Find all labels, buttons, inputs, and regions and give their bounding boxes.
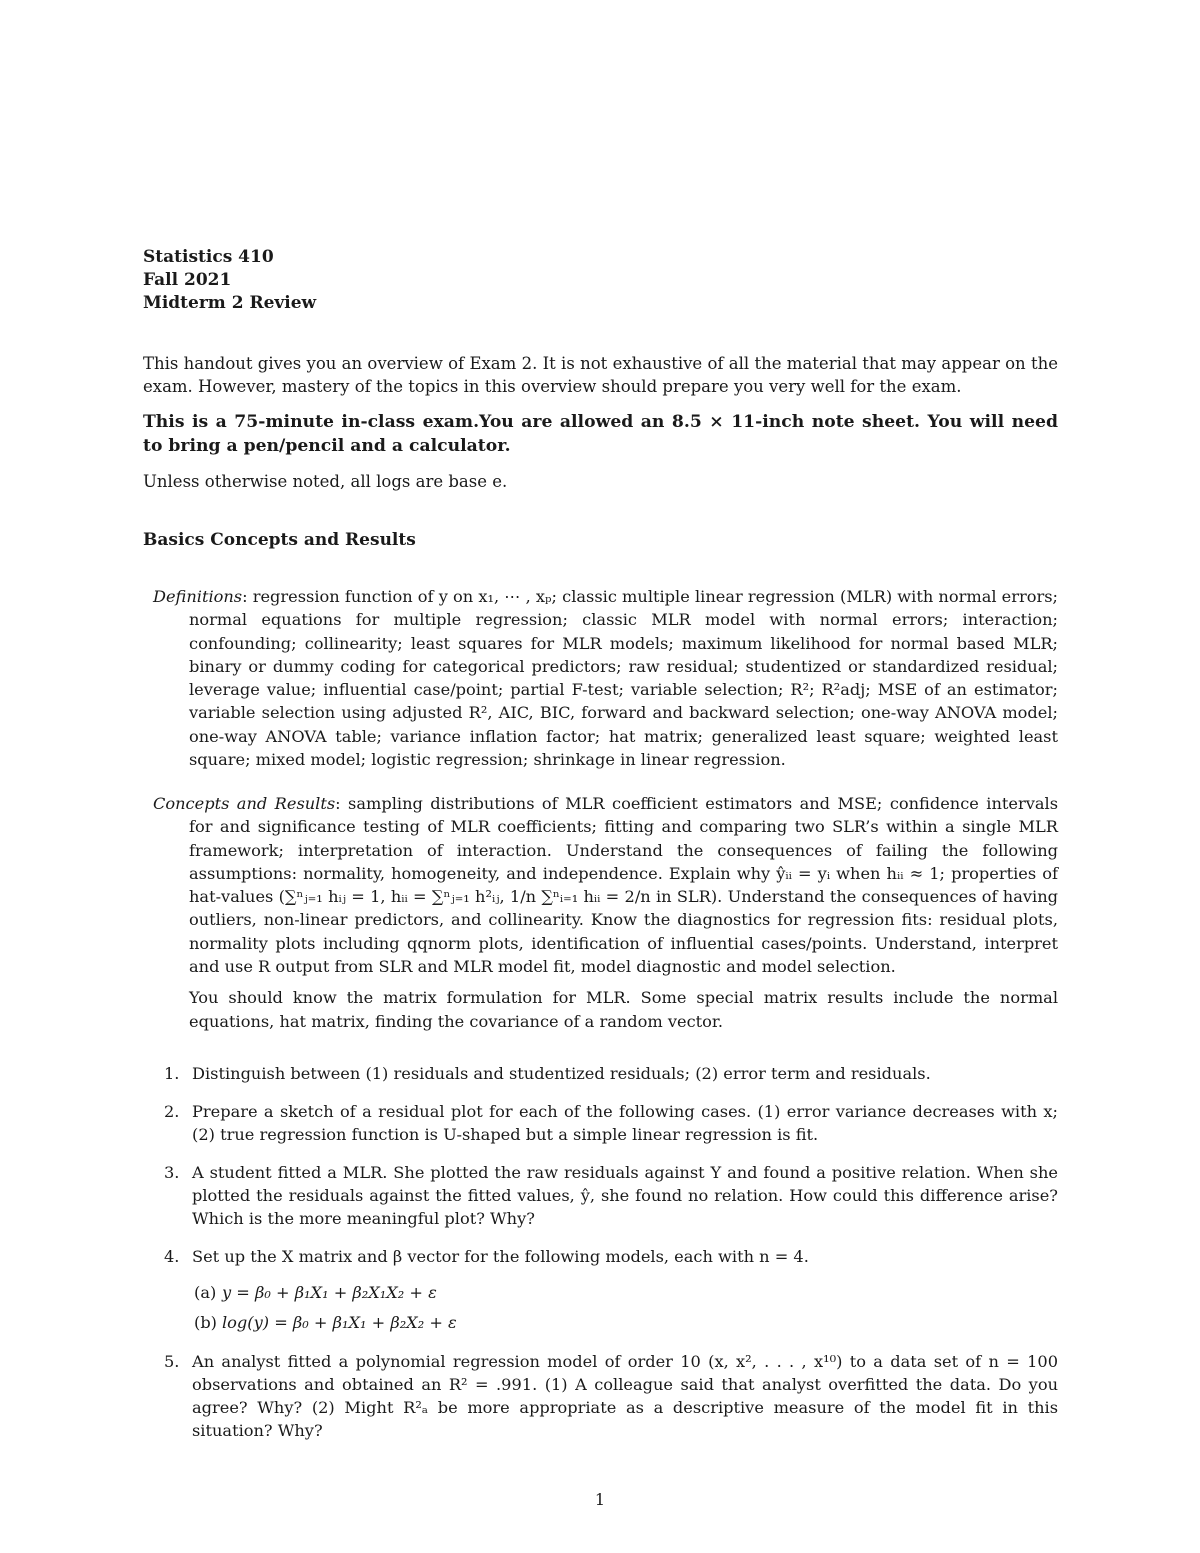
page-number: 1 xyxy=(594,1490,606,1509)
intro-overview-block xyxy=(143,352,1058,398)
exam-format-block xyxy=(143,410,1058,458)
question-number: 2. xyxy=(164,1102,180,1121)
question-item xyxy=(164,1350,1058,1442)
question-number: 3. xyxy=(164,1163,180,1182)
definitions-paragraph xyxy=(153,585,1058,771)
question-number: 4. xyxy=(164,1247,180,1266)
question-item xyxy=(164,1245,1058,1268)
document-title: Midterm 2 Review xyxy=(143,293,317,313)
concepts-label: Concepts and Results xyxy=(153,794,336,813)
log-note: Unless otherwise noted, all logs are base e. xyxy=(143,472,508,491)
concepts-paragraph xyxy=(153,792,1058,978)
model-formula: y = β₀ + β₁X₁ + β₂X₁X₂ + ε xyxy=(222,1283,437,1302)
definitions-block xyxy=(153,585,1058,771)
question-item xyxy=(164,1100,1058,1146)
question-number: 1. xyxy=(164,1064,180,1083)
model-part xyxy=(164,1281,1058,1304)
question-list xyxy=(164,1062,1058,1442)
course-name: Statistics 410 xyxy=(143,247,274,267)
log-note-block xyxy=(143,470,1058,493)
question-text: Set up the X matrix and β vector for the following models, each with n = 4. xyxy=(192,1247,809,1266)
part-label: (b) xyxy=(194,1313,217,1332)
model-part xyxy=(164,1311,1058,1334)
definitions-text: : regression function of y on x₁, ⋯ , xₚ; classic multiple linear regression (MLR) with normal errors; normal equations for multiple regression; classic MLR model with normal errors; interaction; confounding; collinearity; least squares for MLR models; maximum likelihood for normal based MLR; binary or dummy coding for categorical predictors; raw residual; studentized or standardized residual; leverage value; influential case/point; partial F-test; variable selection; R²; R²adj; MSE of an estimator; variable selection using adjusted R², AIC, BIC, forward and backward selection; one-way ANOVA model; one-way ANOVA table; variance inflation factor; hat matrix; generalized least square; weighted least square; mixed model; logistic regression; shrinkage in linear regression. xyxy=(189,587,1058,770)
document-header xyxy=(143,246,316,315)
definitions-label: Definitions xyxy=(153,587,243,606)
question-4-parts xyxy=(164,1281,1058,1334)
question-item xyxy=(164,1062,1058,1085)
question-number: 5. xyxy=(164,1352,180,1371)
concepts-block xyxy=(153,792,1058,1033)
question-text: Distinguish between (1) residuals and studentized residuals; (2) error term and residuals. xyxy=(192,1064,931,1083)
section-heading: Basics Concepts and Results xyxy=(143,530,416,550)
matrix-note: You should know the matrix formulation for MLR. Some special matrix results include the normal equations, hat matrix, finding the covariance of a random vector. xyxy=(189,988,1058,1031)
intro-overview: This handout gives you an overview of Exam 2. It is not exhaustive of all the material that may appear on the exam. However, mastery of the topics in this overview should prepare you very well for the exam. xyxy=(143,354,1058,396)
question-text: A student fitted a MLR. She plotted the raw residuals against Y and found a positive relation. When she plotted the residuals against the fitted values, ŷ, she found no relation. How could this difference arise? Which is the more meaningful plot? Why? xyxy=(192,1163,1058,1228)
exam-format: This is a 75-minute in-class exam.You are allowed an 8.5 × 11-inch note sheet. You will need to bring a pen/pencil and a calculator. xyxy=(143,412,1058,456)
model-formula: log(y) = β₀ + β₁X₁ + β₂X₂ + ε xyxy=(222,1313,457,1332)
concepts-text: : sampling distributions of MLR coefficient estimators and MSE; confidence intervals for and significance testing of MLR coefficients; fitting and comparing two SLR’s within a single MLR framework; interpretation of interaction. Understand the consequences of failing the following assumptions: normality, homogeneity, and independence. Explain why ŷᵢᵢ = yᵢ when hᵢᵢ ≈ 1; properties of hat-values (∑ⁿⱼ₌₁ hᵢⱼ = 1, hᵢᵢ = ∑ⁿⱼ₌₁ h²ᵢⱼ, 1/n ∑ⁿᵢ₌₁ hᵢᵢ = 2/n in SLR). Understand the consequences of having outliers, non-linear predictors, and collinearity. Know the diagnostics for regression fits: residual plots, normality plots including qqnorm plots, identification of influential cases/points. Understand, interpret and use R output from SLR and MLR model fit, model diagnostic and model selection. xyxy=(189,794,1058,977)
question-item xyxy=(164,1161,1058,1230)
part-label: (a) xyxy=(194,1283,217,1302)
question-text: An analyst fitted a polynomial regression model of order 10 (x, x², . . . , x¹⁰) to a data set of n = 100 observations and obtained an R² = .991. (1) A colleague said that analyst overfitted the data. Do you agree? Why? (2) Might R²ₐ be more appropriate as a descriptive measure of the model fit in this situation? Why? xyxy=(192,1352,1058,1440)
question-text: Prepare a sketch of a residual plot for each of the following cases. (1) error variance decreases with x; (2) true regression function is U-shaped but a simple linear regression is fit. xyxy=(192,1102,1058,1144)
term: Fall 2021 xyxy=(143,270,232,290)
